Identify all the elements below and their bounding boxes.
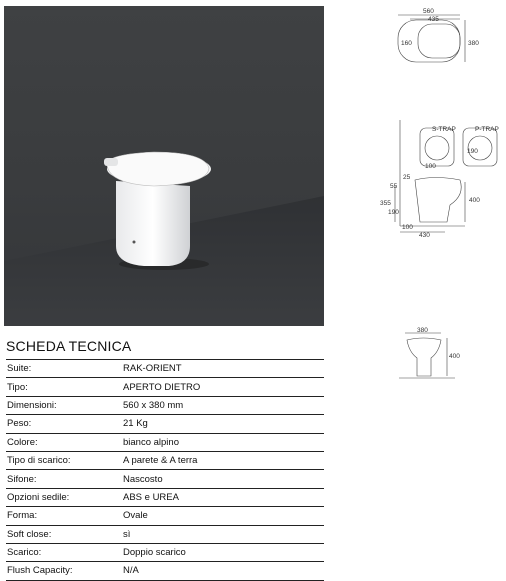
sheet-title: SCHEDA TECNICA xyxy=(6,338,132,354)
spec-value: 21 Kg xyxy=(123,418,148,430)
spec-row xyxy=(6,415,324,433)
side-trap-1: S-TRAP xyxy=(432,126,456,133)
spec-row xyxy=(6,525,324,543)
side-dim-3: 355 xyxy=(380,200,391,207)
spec-row xyxy=(6,396,324,414)
side-dim-4: 400 xyxy=(469,197,480,204)
spec-row xyxy=(6,360,324,378)
side-dim-7: 430 xyxy=(419,232,430,239)
spec-row xyxy=(6,451,324,469)
side-trap-2: P-TRAP xyxy=(475,126,499,133)
spec-row xyxy=(6,433,324,451)
side-dim-5: 190 xyxy=(388,209,399,216)
spec-value: A parete & A terra xyxy=(123,455,198,467)
side-dim-6: 100 xyxy=(402,224,413,231)
spec-label: Tipo: xyxy=(7,381,28,393)
spec-label: Colore: xyxy=(7,436,38,448)
spec-row xyxy=(6,562,324,580)
spec-row xyxy=(6,378,324,396)
spec-value: sì xyxy=(123,528,131,540)
top-dim-3: 160 xyxy=(401,40,412,47)
spec-label: Flush Capacity: xyxy=(7,565,73,577)
spec-row xyxy=(6,488,324,506)
spec-label: Dimensioni: xyxy=(7,399,57,411)
spec-row xyxy=(6,507,324,525)
spec-label: Soft close: xyxy=(7,528,52,540)
spec-value: RAK-ORIENT xyxy=(123,363,182,375)
top-dim-2: 435 xyxy=(428,16,439,23)
drawings-svg xyxy=(375,0,506,390)
front-dim-2: 400 xyxy=(449,353,460,360)
spec-value: APERTO DIETRO xyxy=(123,381,201,393)
product-photo xyxy=(4,6,324,326)
top-dim-1: 560 xyxy=(423,8,434,15)
side-view-drawing xyxy=(395,120,497,232)
front-view-drawing xyxy=(399,333,455,378)
spec-table xyxy=(6,359,324,581)
spec-value: Doppio scarico xyxy=(123,547,186,559)
spec-label: Suite: xyxy=(7,363,32,375)
technical-drawings xyxy=(375,0,506,390)
side-dim-8: 100 xyxy=(425,163,436,170)
spec-value: bianco alpino xyxy=(123,436,179,448)
spec-label: Peso: xyxy=(7,418,32,430)
spec-value: Nascosto xyxy=(123,473,163,485)
spec-value: Ovale xyxy=(123,510,148,522)
spec-value: N/A xyxy=(123,565,139,577)
toilet-illustration xyxy=(4,6,324,326)
side-dim-2: 55 xyxy=(390,183,398,190)
spec-label: Scarico: xyxy=(7,547,42,559)
spec-value: ABS e UREA xyxy=(123,491,179,503)
spec-row xyxy=(6,470,324,488)
spec-label: Forma: xyxy=(7,510,38,522)
spec-label: Tipo di scarico: xyxy=(7,455,71,467)
top-dim-4: 380 xyxy=(468,40,479,47)
spec-value: 560 x 380 mm xyxy=(123,399,184,411)
front-dim-1: 380 xyxy=(417,327,428,334)
side-dim-1: 25 xyxy=(403,174,411,181)
spec-label: Opzioni sedile: xyxy=(7,491,70,503)
spec-row xyxy=(6,543,324,561)
spec-label: Sifone: xyxy=(7,473,37,485)
side-dim-9: 190 xyxy=(467,148,478,155)
